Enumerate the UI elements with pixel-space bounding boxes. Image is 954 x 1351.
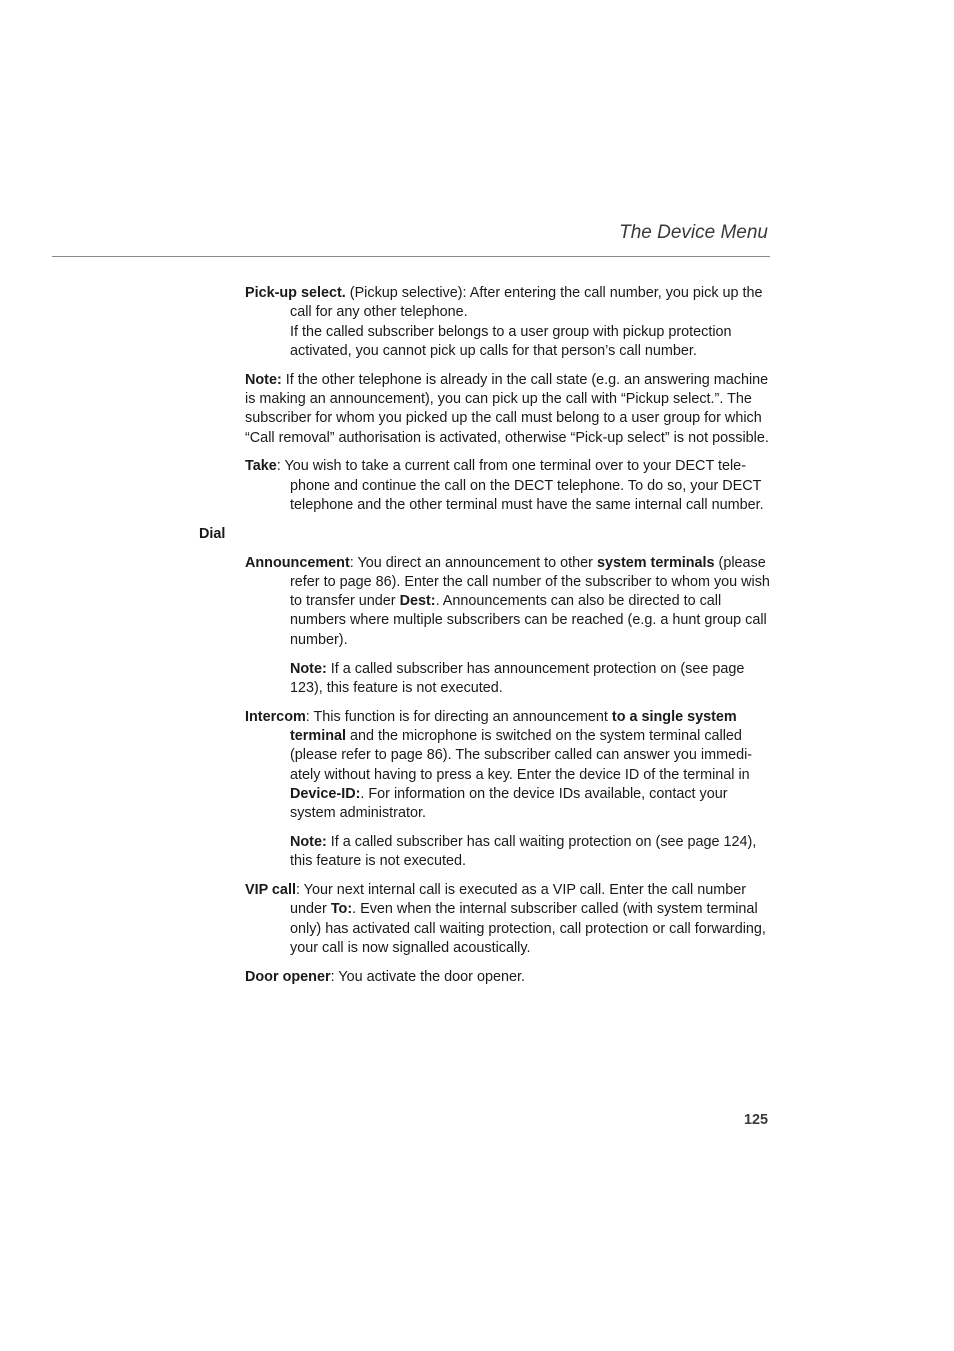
term-take: Take [245,458,277,475]
entry-announcement-lead [245,554,770,650]
note-label: Note: [245,371,282,388]
vip-text-2: . Even when the internal subscriber called (with system terminal only) has activated call waiting protection, call protection or call forwarding, your call is now signalled acoustically. [290,901,766,956]
term-pickup-select: Pick-up select. [245,285,346,301]
intercom-text-3: . For information on the device IDs available, contact your system administrator. [290,785,728,822]
entry-vip-call [245,881,770,958]
door-opener-description: : You activate the door opener. [330,968,525,985]
entry-announcement [245,554,770,650]
note-announcement [290,660,770,699]
intercom-text-2: and the microphone is switched on the system terminal called (please refer to page 86). The subscriber called can answer you immediately without having to press a key. Enter the device ID of the terminal in [290,727,753,783]
entry-intercom-lead [245,708,770,824]
note-announcement-text: If a called subscriber has announcement protection on (see page 123), this feature is not executed. [290,660,745,696]
intercom-bold-single-terminal: to a single system terminal [290,708,737,744]
entry-pickup-select [245,284,770,361]
pickup-select-protection-text: If the called subscriber belongs to a user group with pickup protection activated, you cannot pick up calls for that person’s call number. [290,323,732,359]
take-description: : You wish to take a current call from one terminal over to your DECT telephone and continue the call on the DECT telephone. To do so, your DECT telephone and the other terminal must have the same internal call number. [276,458,764,513]
entry-vip-call-lead [245,881,770,958]
note-intercom [290,833,770,872]
pickup-select-description: (Pickup selective): After entering the call number, you pick up the call for any other telephone. [290,285,763,321]
entry-pickup-select-lead [245,284,770,323]
note-pickup-text: If the other telephone is already in the call state (e.g. an answering machine is making an announcement), you can pick up the call with “Pickup select.”. The subscriber for whom you picked up the call must belong to a user group for which “Call removal” authorisation is activated, otherwise “Pick-up select” is not possible. [245,371,769,446]
entry-take-lead [245,457,770,515]
term-vip-call: VIP call [245,882,296,899]
header-divider [52,256,770,257]
term-door-opener: Door opener [245,968,331,985]
note-intercom-text: If a called subscriber has call waiting protection on (see page 124), this feature is not executed. [290,833,757,870]
running-header-title: The Device Menu [619,222,768,243]
term-intercom: Intercom [245,708,306,725]
entry-door-opener-lead [245,968,770,987]
term-announcement: Announcement [245,554,350,571]
note-pickup [245,371,770,448]
note-label: Note: [290,660,327,677]
intercom-bold-device-id: Device-ID: [290,785,361,802]
page-content [199,284,770,997]
section-heading-dial: Dial [199,525,226,542]
announcement-bold-system-terminals: system terminals [596,554,715,571]
entry-take [245,457,770,515]
entry-door-opener [245,968,770,987]
intercom-text-1: : This function is for directing an announcement [305,708,612,725]
entry-intercom [245,708,770,824]
announcement-bold-dest: Dest: [399,593,436,610]
announcement-text-2: (please refer to page 86). Enter the call number of the subscriber to whom you wish to transfer under [290,554,770,610]
note-label: Note: [290,833,327,850]
vip-text-1: : Your next internal call is executed as a VIP call. Enter the call number under [290,882,747,918]
page-number: 125 [743,1112,768,1128]
announcement-text-1: : You direct an announcement to other [349,554,597,571]
announcement-text-3: . Announcements can also be directed to call numbers where multiple subscribers can be reached (e.g. a hunt group call number). [290,593,767,648]
vip-bold-to: To: [330,901,353,918]
